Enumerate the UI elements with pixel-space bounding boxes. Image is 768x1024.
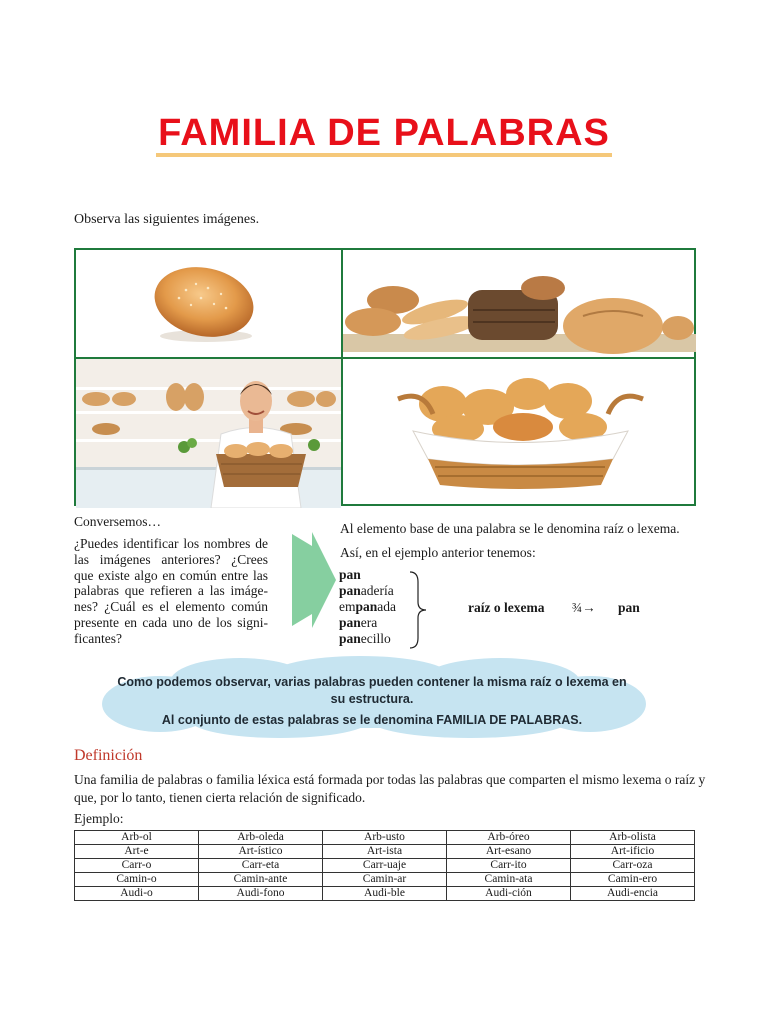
table-cell: Arb-olista	[571, 831, 695, 845]
conversation-heading: Conversemos…	[74, 514, 161, 529]
page-title-text: FAMILIA DE PALABRAS	[156, 113, 612, 157]
table-cell: Camin-ar	[323, 873, 447, 887]
table-cell: Carr-oza	[571, 859, 695, 873]
table-cell: Art-e	[75, 845, 199, 859]
table-cell: Camin-ante	[199, 873, 323, 887]
bread-basket-image	[343, 359, 696, 508]
word-item: panera	[339, 615, 378, 630]
lexeme-example-intro: Así, en el ejemplo anterior tenemos:	[340, 545, 536, 560]
table-cell: Audi-ble	[323, 887, 447, 901]
table-cell: Arb-oleda	[199, 831, 323, 845]
table-cell: Camin-ero	[571, 873, 695, 887]
word-family-table	[74, 830, 695, 901]
root-label: raíz o lexema	[468, 600, 545, 615]
definition-text: Una familia de palabras o familia léxica está formada por todas las palabras que comparten el mismo lexema o raíz y que, por lo tanto, tienen cierta relación de significado.	[74, 772, 706, 805]
table-cell: Carr-uaje	[323, 859, 447, 873]
table-cell: Audi-encia	[571, 887, 695, 901]
table-cell: Arb-óreo	[447, 831, 571, 845]
table-row	[75, 873, 695, 887]
table-row	[75, 831, 695, 845]
baker-image	[76, 359, 341, 508]
table-cell: Art-esano	[447, 845, 571, 859]
word-item: pan	[339, 567, 361, 582]
bread-assortment-image	[343, 250, 696, 357]
table-cell: Arb-ol	[75, 831, 199, 845]
table-cell: Art-ista	[323, 845, 447, 859]
definition-heading: Definición	[74, 747, 143, 764]
table-cell: Audi-fono	[199, 887, 323, 901]
table-cell: Audi-o	[75, 887, 199, 901]
table-cell: Audi-ción	[447, 887, 571, 901]
arrow-symbol: ¾→	[572, 600, 596, 615]
lexeme-definition: Al elemento base de una palabra se le denomina raíz o lexema.	[340, 521, 680, 536]
arrow-right-icon	[290, 532, 338, 633]
table-cell: Camin-ata	[447, 873, 571, 887]
example-label: Ejemplo:	[74, 811, 124, 826]
table-cell: Art-ificio	[571, 845, 695, 859]
word-item: empanada	[339, 599, 397, 614]
bread-roll-image	[76, 250, 341, 357]
image-grid	[74, 248, 696, 506]
conversation-text: ¿Puedes identificar los nombres de las imágenes anteriores? ¿Crees que existe algo en común entre las palabras que refieren a las imáge- nes? ¿Cuál es el elemento común presente en cada uno de los signi- ficantes?	[74, 536, 268, 646]
page-title	[0, 112, 768, 157]
root-result: pan	[618, 600, 640, 615]
table-row	[75, 859, 695, 873]
table-row	[75, 845, 695, 859]
table-cell: Arb-usto	[323, 831, 447, 845]
table-cell: Carr-ito	[447, 859, 571, 873]
table-cell: Carr-eta	[199, 859, 323, 873]
word-item: panecillo	[339, 631, 391, 646]
intro-text: Observa las siguientes imágenes.	[74, 212, 260, 227]
word-item: panadería	[339, 583, 394, 598]
brace-icon	[408, 570, 428, 655]
cloud-text-observation: Como podemos observar, varias palabras pueden contener la misma raíz o lexema en su estructura.	[117, 675, 627, 706]
table-cell: Camin-o	[75, 873, 199, 887]
table-row	[75, 887, 695, 901]
cloud-text-family: Al conjunto de estas palabras se le denomina FAMILIA DE PALABRAS.	[161, 713, 583, 727]
table-cell: Art-ístico	[199, 845, 323, 859]
table-cell: Carr-o	[75, 859, 199, 873]
